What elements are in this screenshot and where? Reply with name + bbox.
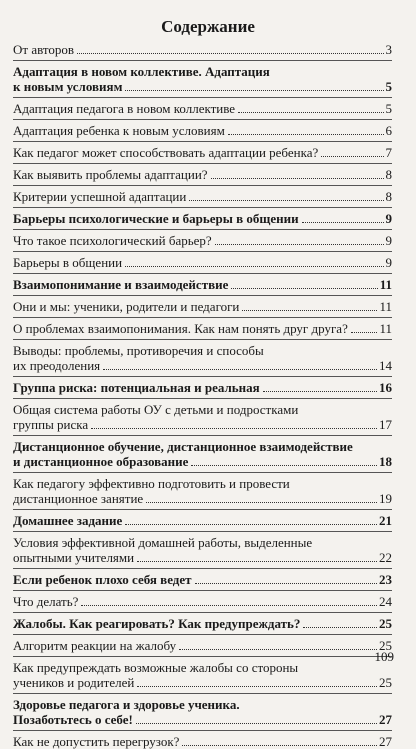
toc-entry-text: Барьеры психологические и барьеры в общении	[13, 211, 299, 226]
divider	[13, 229, 392, 230]
toc-entry-text: От авторов	[13, 42, 75, 57]
dot-leader	[302, 222, 384, 223]
toc-page-number: 5	[385, 101, 392, 116]
toc-section-entry	[13, 616, 392, 631]
divider	[13, 295, 392, 296]
toc-entry	[13, 476, 392, 506]
toc-page-number: 5	[385, 79, 392, 94]
toc-page-number: 25	[379, 638, 392, 653]
toc-page-number: 11	[379, 299, 392, 314]
dot-leader	[303, 627, 377, 628]
toc-page-number: 25	[379, 675, 392, 690]
toc-page-number: 9	[385, 211, 392, 226]
divider	[13, 398, 392, 399]
divider	[13, 97, 392, 98]
toc-entry-text: Жалобы. Как реагировать? Как предупреждать?	[13, 616, 301, 631]
toc-page-number: 18	[379, 454, 392, 469]
toc-entry-text: и дистанционное образование	[13, 454, 189, 469]
dot-leader	[146, 502, 377, 503]
toc-entry-text: Позаботьтесь о себе!	[13, 712, 133, 727]
dot-leader	[351, 332, 378, 333]
toc-entry	[13, 255, 392, 270]
divider	[13, 612, 392, 613]
toc-page-number: 25	[379, 616, 392, 631]
divider	[13, 376, 392, 377]
dot-leader	[103, 369, 377, 370]
toc-entry-text: Взаимопонимание и взаимодействие	[13, 277, 229, 292]
divider	[13, 509, 392, 510]
dot-leader	[137, 686, 377, 687]
divider	[13, 185, 392, 186]
toc-page-number: 27	[379, 712, 392, 727]
page-title: Содержание	[161, 17, 255, 36]
toc-entry-text: Адаптация ребенка к новым условиям	[13, 123, 225, 138]
dot-leader	[228, 134, 384, 135]
divider	[13, 730, 392, 731]
divider	[13, 163, 392, 164]
toc-page-number: 7	[385, 145, 392, 160]
toc-entry	[13, 343, 392, 373]
toc-entry-text: О проблемах взаимопонимания. Как нам понять друг друга?	[13, 321, 348, 336]
divider	[13, 693, 392, 694]
table-of-contents	[13, 42, 392, 749]
toc-page-number: 9	[385, 233, 392, 248]
toc-page-number: 9	[385, 255, 392, 270]
toc-entry-text: Дистанционное обучение, дистанционное взаимодействие	[13, 439, 353, 454]
divider	[13, 60, 392, 61]
toc-entry-text: дистанционное занятие	[13, 491, 144, 506]
toc-entry	[13, 42, 392, 57]
toc-entry-text: Как педагог может способствовать адаптации ребенка?	[13, 145, 319, 160]
dot-leader	[125, 90, 383, 91]
toc-entry-text: опытными учителями	[13, 550, 135, 565]
divider	[13, 339, 392, 340]
toc-section-entry	[13, 572, 392, 587]
toc-entry-text: Как педагогу эффективно подготовить и провести	[13, 476, 290, 491]
toc-entry-text: их преодоления	[13, 358, 101, 373]
dot-leader	[182, 745, 377, 746]
dot-leader	[231, 288, 377, 289]
toc-entry	[13, 594, 392, 609]
toc-entry	[13, 660, 392, 690]
toc-entry-text: Группа риска: потенциальная и реальная	[13, 380, 260, 395]
toc-entry	[13, 233, 392, 248]
divider	[13, 656, 392, 657]
toc-section-entry	[13, 380, 392, 395]
toc-entry-text: Они и мы: ученики, родители и педагоги	[13, 299, 240, 314]
toc-entry	[13, 167, 392, 182]
toc-entry-text: Критерии успешной адаптации	[13, 189, 187, 204]
dot-leader	[125, 266, 383, 267]
toc-section-entry	[13, 211, 392, 226]
toc-entry-text: Как выявить проблемы адаптации?	[13, 167, 208, 182]
divider	[13, 435, 392, 436]
page-number: 109	[374, 649, 394, 664]
divider	[13, 472, 392, 473]
toc-page-number: 11	[379, 277, 392, 292]
dot-leader	[136, 723, 377, 724]
divider	[13, 119, 392, 120]
toc-section-entry	[13, 697, 392, 727]
toc-page-number: 11	[379, 321, 392, 336]
toc-page-number: 8	[385, 167, 392, 182]
toc-entry-text: Условия эффективной домашней работы, выделенные	[13, 535, 313, 550]
dot-leader	[238, 112, 383, 113]
toc-entry-text: Общая система работы ОУ с детьми и подростками	[13, 402, 299, 417]
divider	[13, 317, 392, 318]
toc-entry-text: Адаптация педагога в новом коллективе	[13, 101, 236, 116]
toc-page-number: 17	[379, 417, 392, 432]
toc-page-number: 6	[385, 123, 392, 138]
toc-entry	[13, 299, 392, 314]
toc-entry-text: Как предупреждать возможные жалобы со стороны	[13, 660, 299, 675]
toc-entry-text: к новым условиям	[13, 79, 123, 94]
divider	[13, 141, 392, 142]
toc-page-number: 16	[379, 380, 392, 395]
toc-entry	[13, 535, 392, 565]
toc-entry-text: Выводы: проблемы, противоречия и способы	[13, 343, 264, 358]
toc-page-number: 27	[379, 734, 392, 749]
toc-entry-text: Домашнее задание	[13, 513, 123, 528]
divider	[13, 273, 392, 274]
toc-entry-text: Здоровье педагога и здоровье ученика.	[13, 697, 240, 712]
divider	[13, 531, 392, 532]
divider	[13, 634, 392, 635]
toc-entry-text: учеников и родителей	[13, 675, 135, 690]
divider	[13, 590, 392, 591]
toc-entry-text: Что делать?	[13, 594, 79, 609]
toc-entry	[13, 638, 392, 653]
dot-leader	[263, 391, 377, 392]
dot-leader	[189, 200, 383, 201]
dot-leader	[81, 605, 377, 606]
toc-page-number: 23	[379, 572, 392, 587]
toc-section-entry	[13, 513, 392, 528]
divider	[13, 568, 392, 569]
toc-entry	[13, 123, 392, 138]
toc-entry-text: Адаптация в новом коллективе. Адаптация	[13, 64, 270, 79]
toc-section-entry	[13, 439, 392, 469]
toc-entry	[13, 734, 392, 749]
toc-page-number: 22	[379, 550, 392, 565]
toc-entry-text: Барьеры в общении	[13, 255, 123, 270]
toc-entry-text: группы риска	[13, 417, 89, 432]
toc-page-number: 8	[385, 189, 392, 204]
toc-page-number: 24	[379, 594, 392, 609]
toc-entry	[13, 101, 392, 116]
dot-leader	[195, 583, 377, 584]
dot-leader	[137, 561, 377, 562]
toc-entry-text: Если ребенок плохо себя ведет	[13, 572, 192, 587]
toc-entry	[13, 145, 392, 160]
divider	[13, 207, 392, 208]
dot-leader	[215, 244, 384, 245]
toc-page-number: 19	[379, 491, 392, 506]
toc-page-number: 3	[385, 42, 392, 57]
toc-page-number: 14	[379, 358, 392, 373]
toc-entry	[13, 321, 392, 336]
dot-leader	[125, 524, 377, 525]
toc-entry-text: Алгоритм реакции на жалобу	[13, 638, 177, 653]
toc-entry-text: Как не допустить перегрузок?	[13, 734, 180, 749]
dot-leader	[91, 428, 377, 429]
dot-leader	[321, 156, 383, 157]
dot-leader	[211, 178, 384, 179]
toc-page-number: 21	[379, 513, 392, 528]
dot-leader	[179, 649, 377, 650]
dot-leader	[191, 465, 377, 466]
divider	[13, 251, 392, 252]
toc-section-entry	[13, 64, 392, 94]
dot-leader	[77, 53, 383, 54]
toc-section-entry	[13, 277, 392, 292]
toc-entry	[13, 189, 392, 204]
toc-entry-text: Что такое психологический барьер?	[13, 233, 212, 248]
toc-entry	[13, 402, 392, 432]
dot-leader	[242, 310, 377, 311]
